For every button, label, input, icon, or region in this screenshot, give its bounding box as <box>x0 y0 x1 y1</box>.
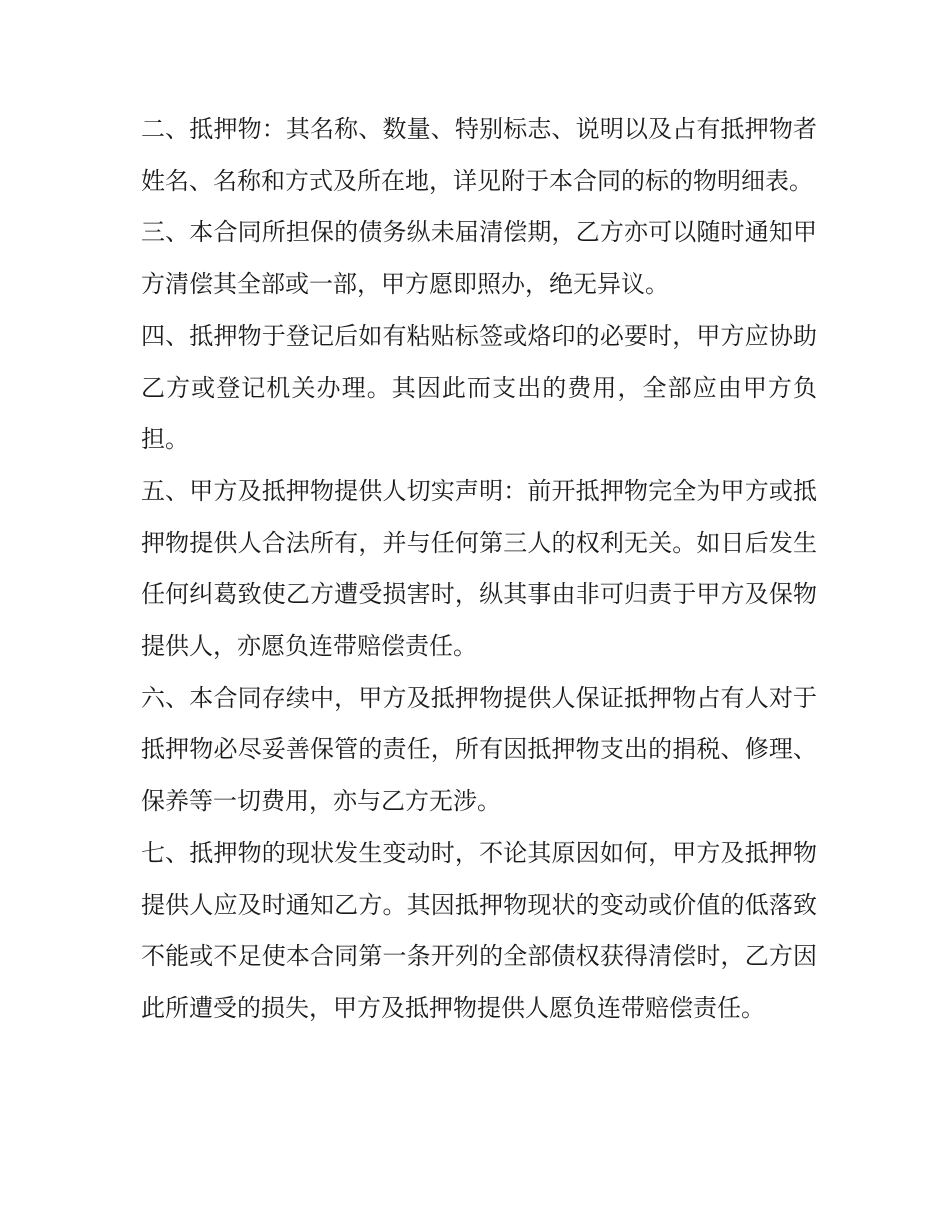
clause-5-paragraph: 五、甲方及抵押物提供人切实声明：前开抵押物完全为甲方或抵押物提供人合法所有，并与任何第三人的权利无关。如日后发生任何纠葛致使乙方遭受损害时，纵其事由非可归责于甲方及保物提供人，亦愿负连带赔偿责任。 <box>141 476 817 661</box>
document-body <box>141 104 817 1035</box>
clause-4-paragraph: 四、抵押物于登记后如有粘贴标签或烙印的必要时，甲方应协助乙方或登记机关办理。其因此而支出的费用，全部应由甲方负担。 <box>141 321 817 454</box>
clause-6-paragraph: 六、本合同存续中，甲方及抵押物提供人保证抵押物占有人对于抵押物必尽妥善保管的责任，所有因抵押物支出的捐税、修理、保养等一切费用，亦与乙方无涉。 <box>141 683 817 816</box>
clause-2-paragraph: 二、抵押物：其名称、数量、特别标志、说明以及占有抵押物者姓名、名称和方式及所在地，详见附于本合同的标的物明细表。 <box>141 115 817 195</box>
clause-3-paragraph: 三、本合同所担保的债务纵未届清偿期，乙方亦可以随时通知甲方清偿其全部或一部，甲方愿即照办，绝无异议。 <box>141 218 817 299</box>
clause-7-paragraph: 七、抵押物的现状发生变动时，不论其原因如何，甲方及抵押物提供人应及时通知乙方。其因抵押物现状的变动或价值的低落致不能或不足使本合同第一条开列的全部债权获得清偿时，乙方因此所遭受的损失，甲方及抵押物提供人愿负连带赔偿责任。 <box>141 838 817 1022</box>
